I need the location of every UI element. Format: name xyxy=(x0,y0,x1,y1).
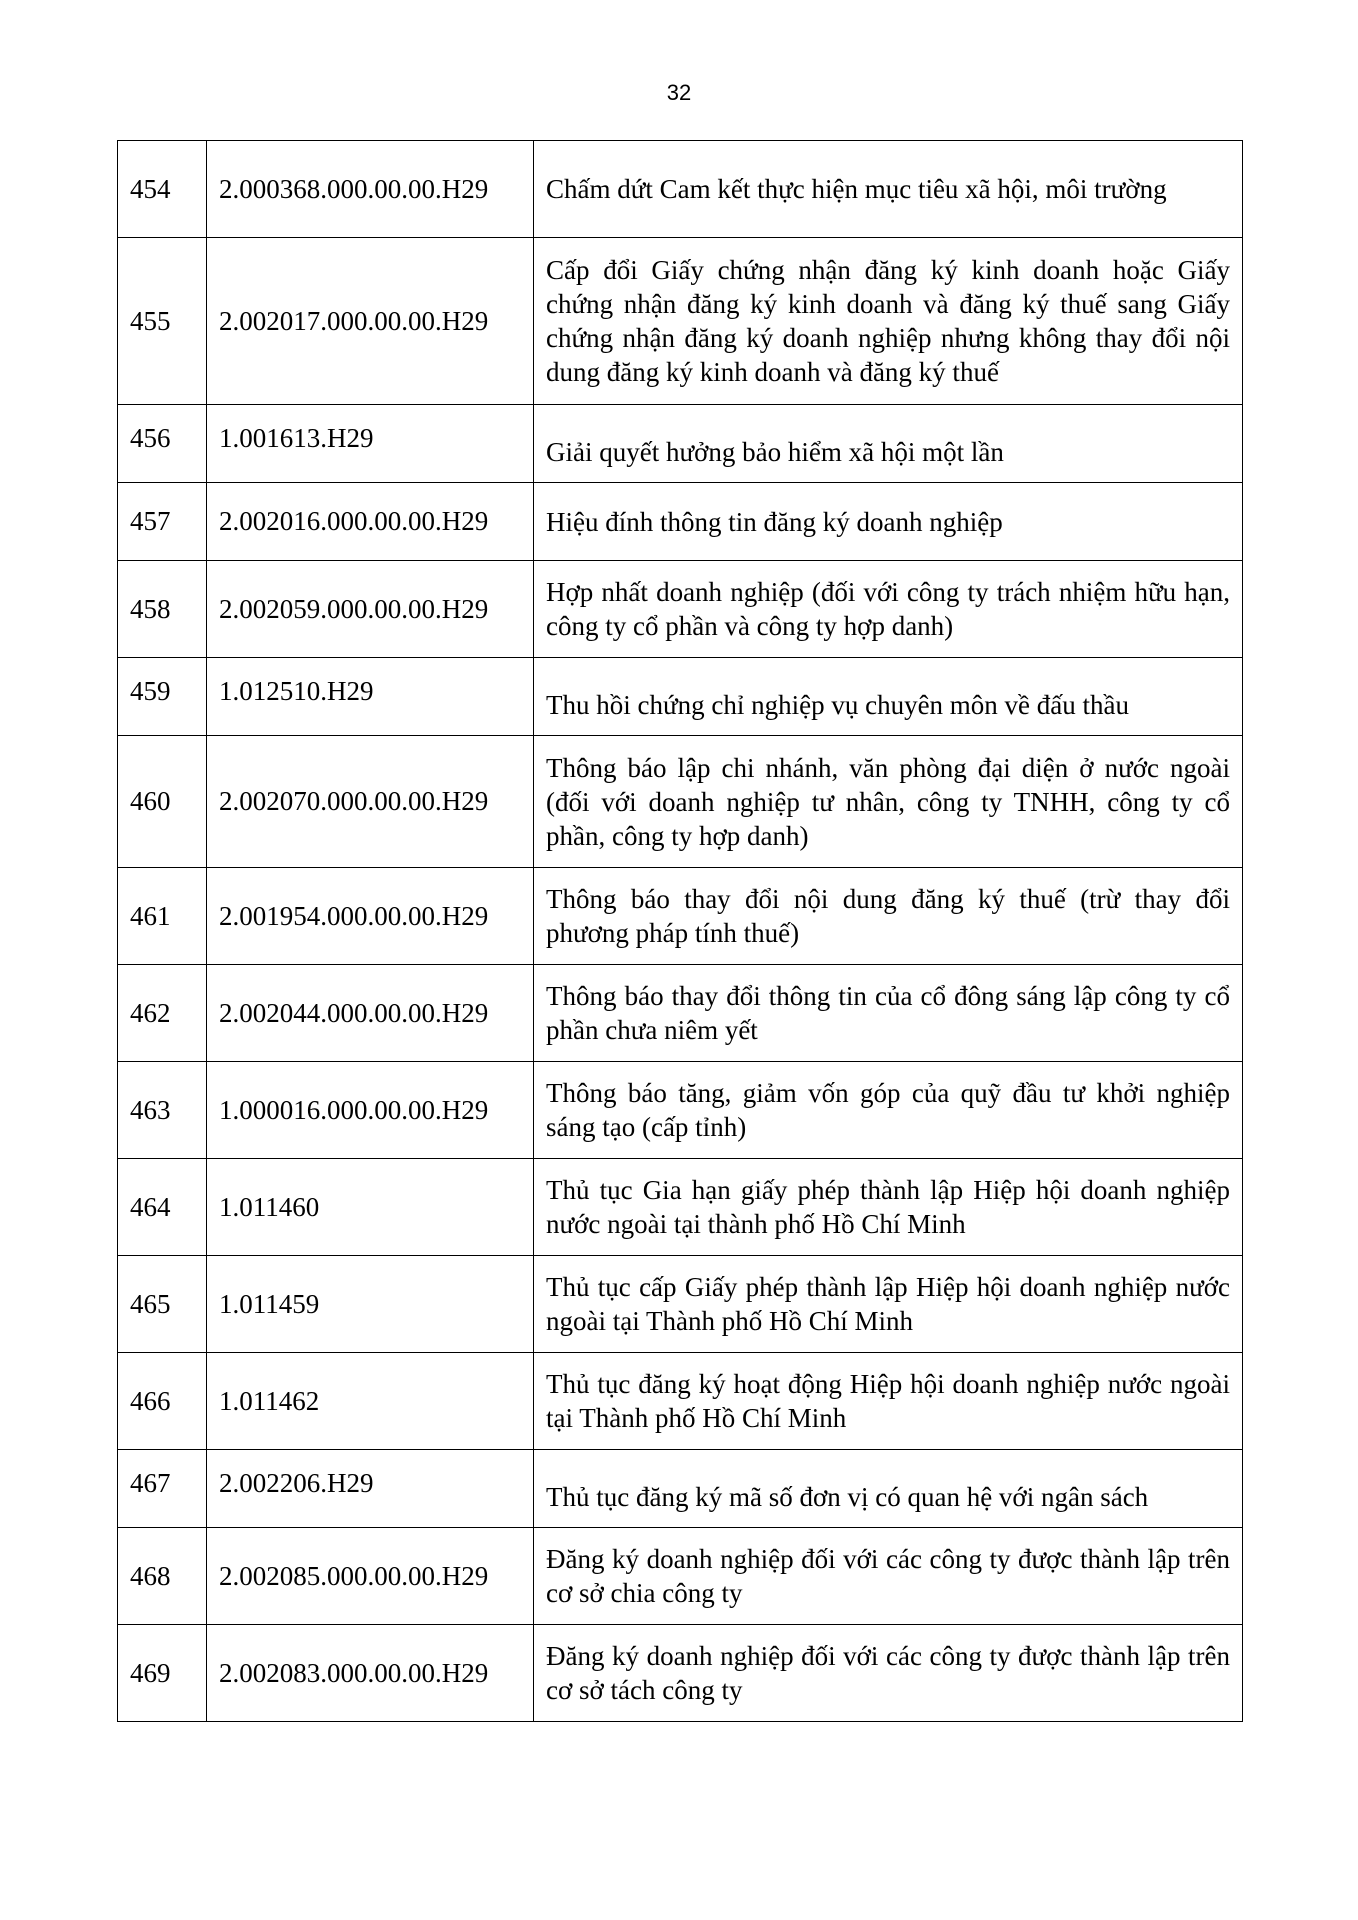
name-cell: Thông báo lập chi nhánh, văn phòng đại diện ở nước ngoài (đối với doanh nghiệp tư nhân, công ty TNHH, công ty cổ phần, công ty hợp danh) xyxy=(534,736,1243,868)
name-cell: Thông báo thay đổi thông tin của cổ đông sáng lập công ty cổ phần chưa niêm yết xyxy=(534,965,1243,1062)
name-cell: Cấp đổi Giấy chứng nhận đăng ký kinh doanh hoặc Giấy chứng nhận đăng ký kinh doanh và đăng ký thuế sang Giấy chứng nhận đăng ký doanh nghiệp nhưng không thay đổi nội dung đăng ký kinh doanh và đăng ký thuế xyxy=(534,238,1243,405)
stt-cell: 462 xyxy=(118,965,207,1062)
stt-cell: 459 xyxy=(118,658,207,736)
table-row xyxy=(118,1062,1243,1159)
code-cell: 2.002059.000.00.00.H29 xyxy=(207,561,534,658)
table-row xyxy=(118,658,1243,736)
table-row xyxy=(118,1159,1243,1256)
table-row xyxy=(118,561,1243,658)
name-cell: Thông báo thay đổi nội dung đăng ký thuế (trừ thay đổi phương pháp tính thuế) xyxy=(534,868,1243,965)
code-cell: 2.002083.000.00.00.H29 xyxy=(207,1625,534,1722)
name-cell: Hợp nhất doanh nghiệp (đối với công ty trách nhiệm hữu hạn, công ty cổ phần và công ty hợp danh) xyxy=(534,561,1243,658)
code-cell: 2.002206.H29 xyxy=(207,1450,534,1528)
table-row xyxy=(118,483,1243,561)
stt-cell: 469 xyxy=(118,1625,207,1722)
code-cell: 2.002070.000.00.00.H29 xyxy=(207,736,534,868)
stt-cell: 466 xyxy=(118,1353,207,1450)
table-row xyxy=(118,965,1243,1062)
stt-cell: 464 xyxy=(118,1159,207,1256)
code-cell: 1.001613.H29 xyxy=(207,405,534,483)
name-cell: Thủ tục đăng ký hoạt động Hiệp hội doanh nghiệp nước ngoài tại Thành phố Hồ Chí Minh xyxy=(534,1353,1243,1450)
table-row xyxy=(118,1353,1243,1450)
stt-cell: 457 xyxy=(118,483,207,561)
code-cell: 1.011460 xyxy=(207,1159,534,1256)
code-cell: 2.001954.000.00.00.H29 xyxy=(207,868,534,965)
table-row xyxy=(118,1256,1243,1353)
name-cell: Thông báo tăng, giảm vốn góp của quỹ đầu tư khởi nghiệp sáng tạo (cấp tỉnh) xyxy=(534,1062,1243,1159)
stt-cell: 460 xyxy=(118,736,207,868)
code-cell: 2.002085.000.00.00.H29 xyxy=(207,1528,534,1625)
table-row xyxy=(118,141,1243,238)
table-row xyxy=(118,1450,1243,1528)
code-cell: 1.011462 xyxy=(207,1353,534,1450)
code-cell: 1.012510.H29 xyxy=(207,658,534,736)
table-row xyxy=(118,405,1243,483)
name-cell: Thu hồi chứng chỉ nghiệp vụ chuyên môn về đấu thầu xyxy=(534,658,1243,736)
stt-cell: 463 xyxy=(118,1062,207,1159)
procedure-table-body xyxy=(118,141,1243,1722)
stt-cell: 467 xyxy=(118,1450,207,1528)
name-cell: Hiệu đính thông tin đăng ký doanh nghiệp xyxy=(534,483,1243,561)
stt-cell: 455 xyxy=(118,238,207,405)
name-cell: Thủ tục cấp Giấy phép thành lập Hiệp hội doanh nghiệp nước ngoài tại Thành phố Hồ Chí Minh xyxy=(534,1256,1243,1353)
stt-cell: 454 xyxy=(118,141,207,238)
stt-cell: 461 xyxy=(118,868,207,965)
table-row xyxy=(118,736,1243,868)
procedure-table xyxy=(117,140,1243,1722)
name-cell: Đăng ký doanh nghiệp đối với các công ty được thành lập trên cơ sở tách công ty xyxy=(534,1625,1243,1722)
table-row xyxy=(118,868,1243,965)
code-cell: 2.002017.000.00.00.H29 xyxy=(207,238,534,405)
name-cell: Thủ tục Gia hạn giấy phép thành lập Hiệp hội doanh nghiệp nước ngoài tại thành phố Hồ Chí Minh xyxy=(534,1159,1243,1256)
code-cell: 2.000368.000.00.00.H29 xyxy=(207,141,534,238)
stt-cell: 458 xyxy=(118,561,207,658)
code-cell: 2.002044.000.00.00.H29 xyxy=(207,965,534,1062)
code-cell: 1.011459 xyxy=(207,1256,534,1353)
name-cell: Đăng ký doanh nghiệp đối với các công ty được thành lập trên cơ sở chia công ty xyxy=(534,1528,1243,1625)
name-cell: Thủ tục đăng ký mã số đơn vị có quan hệ với ngân sách xyxy=(534,1450,1243,1528)
code-cell: 1.000016.000.00.00.H29 xyxy=(207,1062,534,1159)
code-cell: 2.002016.000.00.00.H29 xyxy=(207,483,534,561)
stt-cell: 465 xyxy=(118,1256,207,1353)
table-row xyxy=(118,238,1243,405)
page-number: 32 xyxy=(666,80,692,105)
stt-cell: 468 xyxy=(118,1528,207,1625)
stt-cell: 456 xyxy=(118,405,207,483)
name-cell: Giải quyết hưởng bảo hiểm xã hội một lần xyxy=(534,405,1243,483)
name-cell: Chấm dứt Cam kết thực hiện mục tiêu xã hội, môi trường xyxy=(534,141,1243,238)
table-row xyxy=(118,1625,1243,1722)
table-row xyxy=(118,1528,1243,1625)
